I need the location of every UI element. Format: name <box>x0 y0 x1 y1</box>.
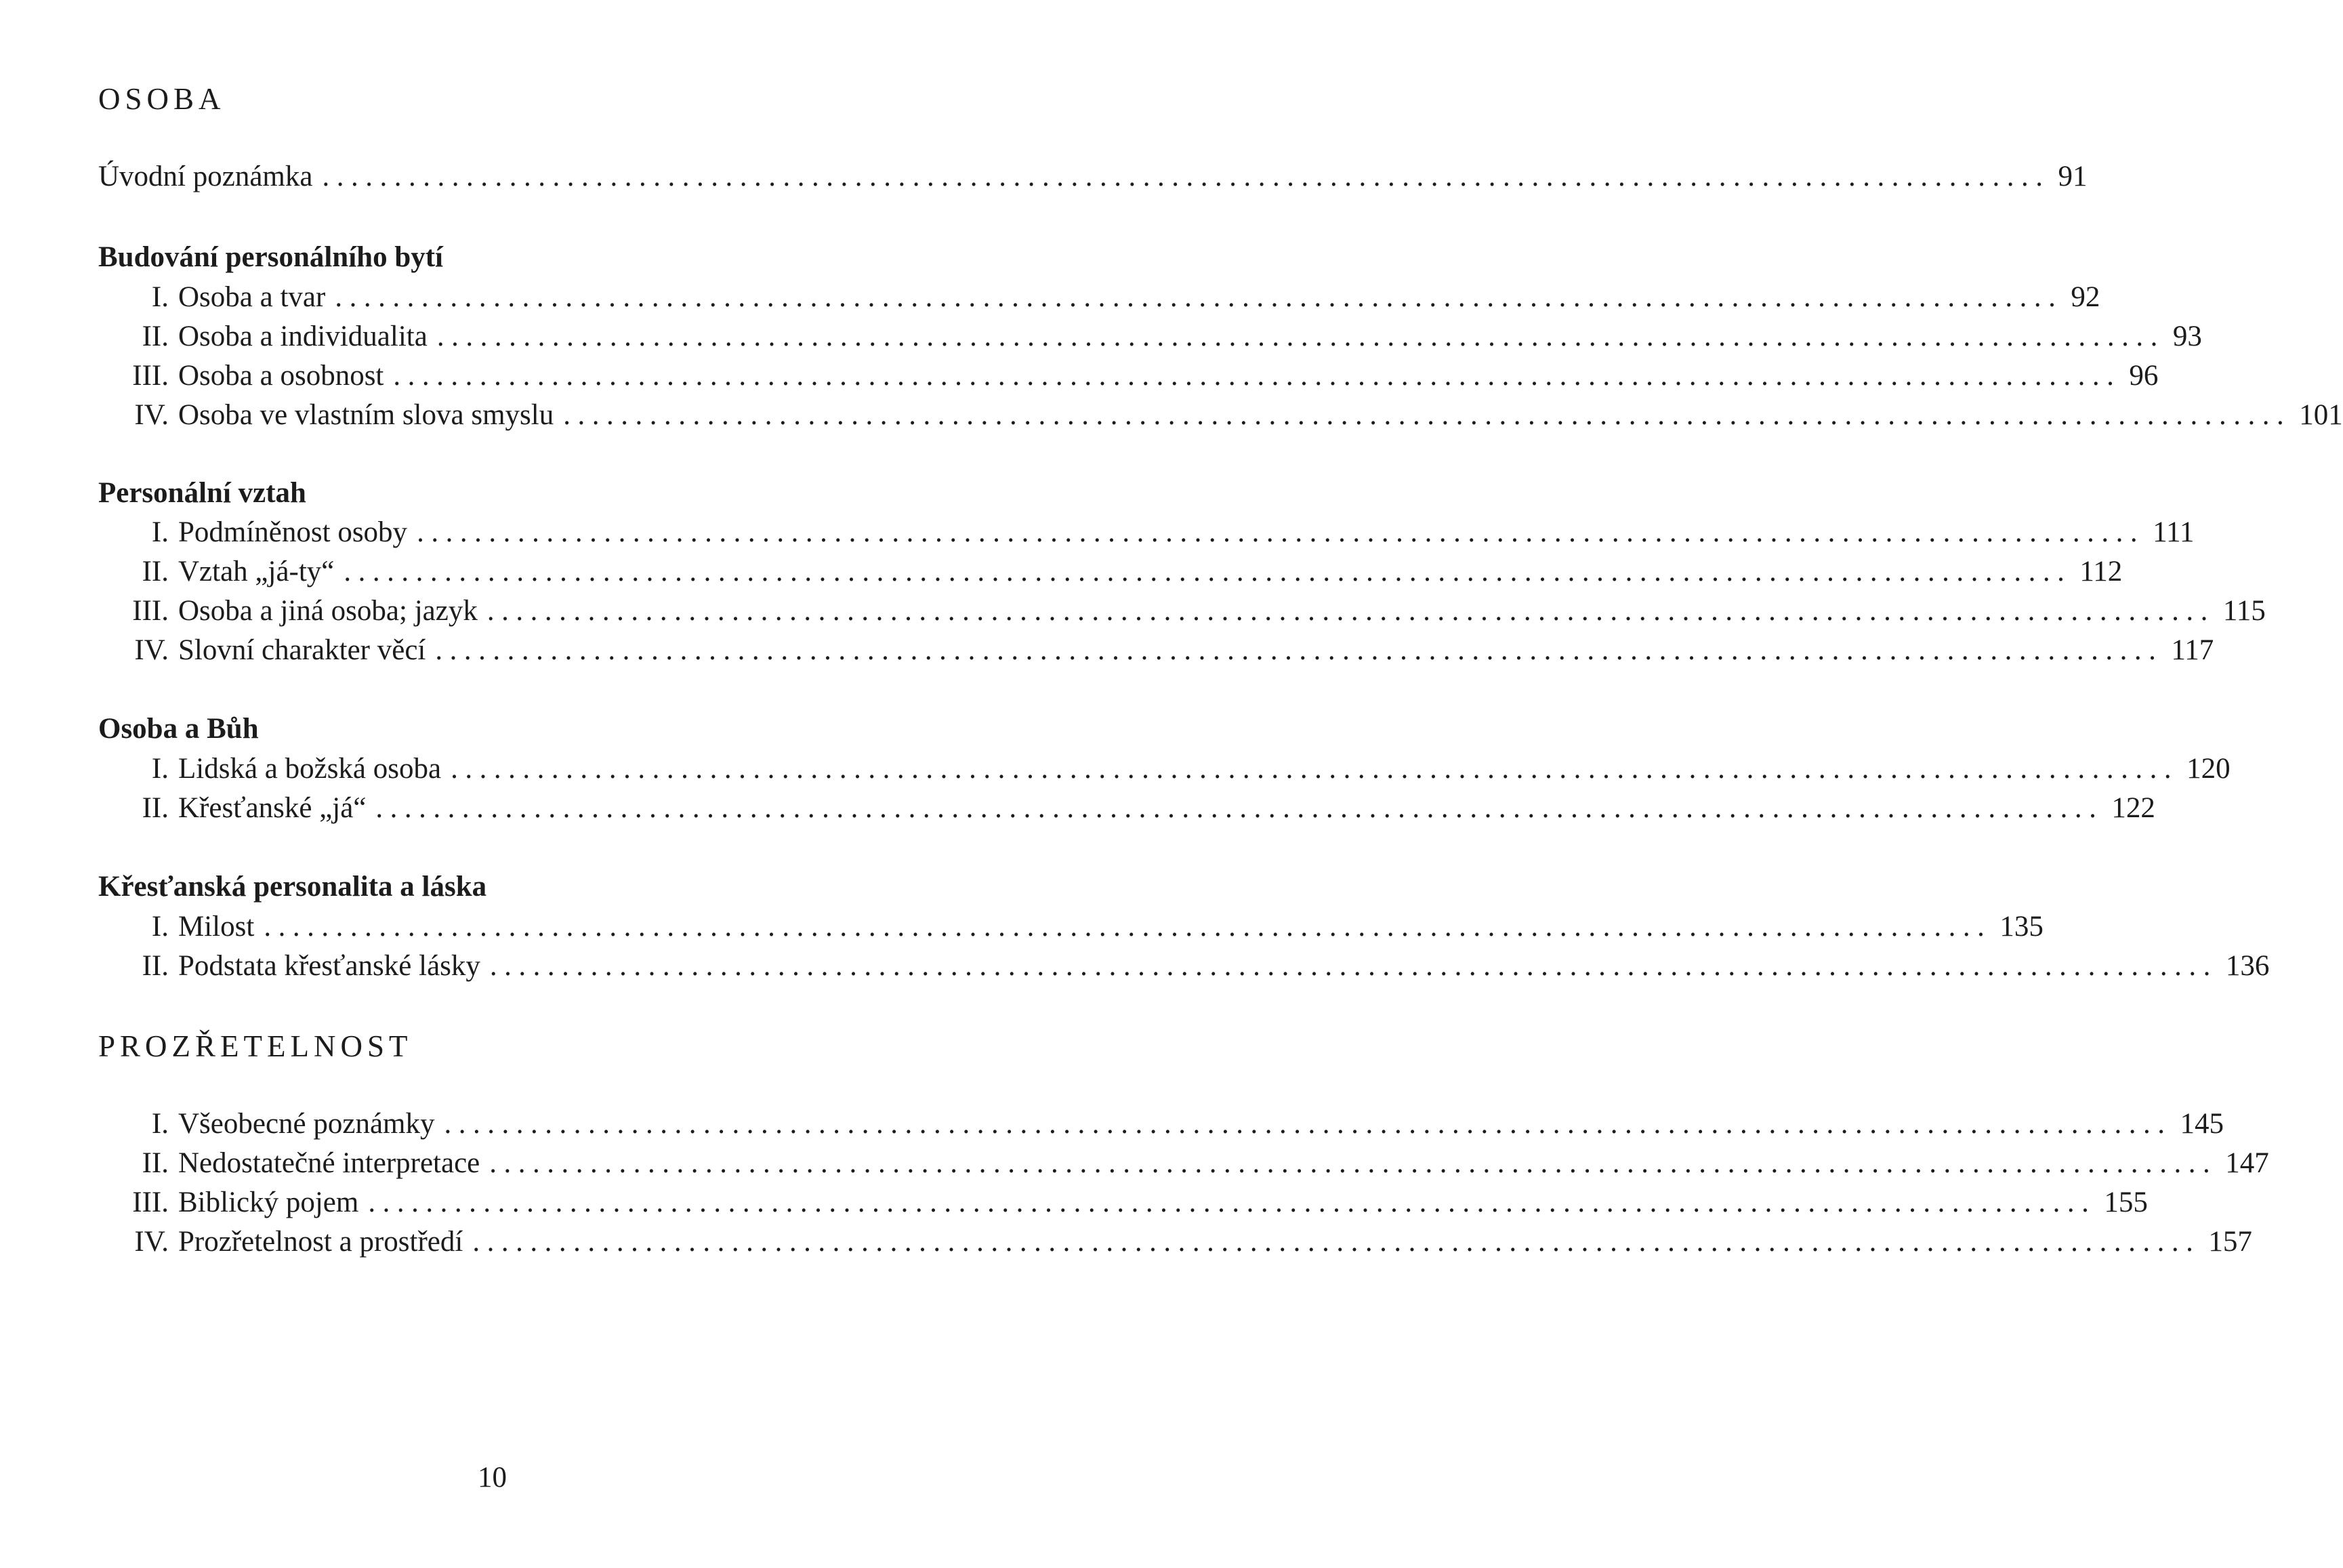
dot-leader: ........................................................................................................................ <box>451 753 2179 785</box>
entry-page-number: 91 <box>2058 161 2088 192</box>
entry-title: Slovní charakter věcí <box>178 634 426 666</box>
dot-leader: ........................................................................................................................ <box>563 399 2292 431</box>
entry-numeral: I. <box>151 753 169 785</box>
dot-leader: ........................................................................................................................ <box>436 321 2165 352</box>
entry-title: Osoba a jiná osoba; jazyk <box>178 595 478 627</box>
entry-page-number: 111 <box>2153 516 2195 548</box>
entry-numeral: III. <box>132 1187 169 1218</box>
toc-entry <box>98 552 2123 592</box>
entry-page-number: 136 <box>2225 950 2270 982</box>
entry-numeral: I. <box>151 516 169 548</box>
entry-title: Podmíněnost osoby <box>178 516 408 548</box>
entry-numeral: III. <box>132 360 169 392</box>
entry-title: Úvodní poznámka <box>98 161 313 192</box>
part-title-prozretelnost: PROZŘETELNOST <box>98 1029 413 1063</box>
entry-title: Podstata křesťanské lásky <box>178 950 480 982</box>
part-title-osoba: OSOBA <box>98 82 226 116</box>
chapter-heading: Křesťanská personalita a láska <box>98 871 487 903</box>
entry-page-number: 155 <box>2104 1187 2148 1218</box>
dot-leader: ........................................................................................................................ <box>375 792 2104 824</box>
entry-numeral: II. <box>142 1147 169 1179</box>
entry-numeral: IV. <box>134 634 169 666</box>
entry-title: Milost <box>178 911 255 943</box>
chapter-heading: Budování personálního bytí <box>98 241 444 273</box>
toc-entry <box>98 317 2202 356</box>
entry-page-number: 112 <box>2079 556 2123 587</box>
toc-entry <box>98 631 2214 670</box>
entry-numeral: II. <box>142 321 169 352</box>
dot-leader: ........................................................................................................................ <box>368 1187 2096 1218</box>
entry-page-number: 96 <box>2129 360 2159 392</box>
toc-entry <box>98 396 2343 435</box>
entry-title: Všeobecné poznámky <box>178 1108 435 1140</box>
entry-title: Osoba a osobnost <box>178 360 384 392</box>
dot-leader: ........................................................................................................................ <box>435 634 2163 666</box>
entry-page-number: 115 <box>2222 595 2266 627</box>
entry-numeral: IV. <box>134 399 169 431</box>
entry-numeral: II. <box>142 792 169 824</box>
entry-title: Vztah „já-ty“ <box>178 556 335 587</box>
entry-numeral: I. <box>151 911 169 943</box>
toc-entry <box>98 513 2195 552</box>
entry-page-number: 145 <box>2180 1108 2224 1140</box>
dot-leader: ........................................................................................................................ <box>472 1226 2201 1258</box>
dot-leader: ........................................................................................................................ <box>322 161 2050 192</box>
entry-numeral: III. <box>132 595 169 627</box>
entry-page-number: 122 <box>2111 792 2155 824</box>
entry-numeral: I. <box>151 281 169 313</box>
toc-entry <box>98 947 2270 986</box>
entry-title: Prozřetelnost a prostředí <box>178 1226 463 1258</box>
entry-page-number: 92 <box>2071 281 2100 313</box>
dot-leader: ........................................................................................................................ <box>335 281 2063 313</box>
dot-leader: ........................................................................................................................ <box>393 360 2121 392</box>
entry-title: Křesťanské „já“ <box>178 792 367 824</box>
entry-page-number: 101 <box>2299 399 2343 431</box>
toc-entry <box>98 1222 2252 1262</box>
entry-title: Nedostatečné interpretace <box>178 1147 480 1179</box>
entry-page-number: 147 <box>2225 1147 2269 1179</box>
entry-page-number: 93 <box>2172 321 2202 352</box>
chapter-heading: Personální vztah <box>98 477 306 509</box>
entry-page-number: 135 <box>1999 911 2044 943</box>
entry-title: Osoba a individualita <box>178 321 428 352</box>
entry-title: Biblický pojem <box>178 1187 359 1218</box>
toc-entry <box>98 1105 2224 1144</box>
toc-entry <box>98 907 2044 947</box>
entry-page-number: 120 <box>2186 753 2231 785</box>
entry-numeral: II. <box>142 950 169 982</box>
dot-leader: ........................................................................................................................ <box>486 595 2215 627</box>
chapter-heading: Osoba a Bůh <box>98 713 259 745</box>
toc-entry <box>98 278 2100 317</box>
dot-leader: ........................................................................................................................ <box>417 516 2145 548</box>
toc-entry <box>98 789 2155 828</box>
entry-title: Lidská a božská osoba <box>178 753 442 785</box>
entry-page-number: 117 <box>2171 634 2214 666</box>
toc-entry <box>98 356 2159 396</box>
toc-entry <box>98 592 2266 631</box>
toc-entry <box>98 749 2231 789</box>
entry-numeral: I. <box>151 1108 169 1140</box>
toc-entry <box>98 1183 2148 1222</box>
dot-leader: ........................................................................................................................ <box>489 950 2218 982</box>
toc-entry <box>98 157 2088 197</box>
page-number: 10 <box>478 1462 507 1493</box>
entry-page-number: 157 <box>2208 1226 2252 1258</box>
entry-title: Osoba a tvar <box>178 281 326 313</box>
entry-numeral: II. <box>142 556 169 587</box>
dot-leader: ........................................................................................................................ <box>264 911 1992 943</box>
dot-leader: ........................................................................................................................ <box>444 1108 2172 1140</box>
entry-title: Osoba ve vlastním slova smyslu <box>178 399 554 431</box>
toc-entry <box>98 1144 2269 1183</box>
dot-leader: ........................................................................................................................ <box>489 1147 2218 1179</box>
entry-numeral: IV. <box>134 1226 169 1258</box>
dot-leader: ........................................................................................................................ <box>344 556 2072 587</box>
